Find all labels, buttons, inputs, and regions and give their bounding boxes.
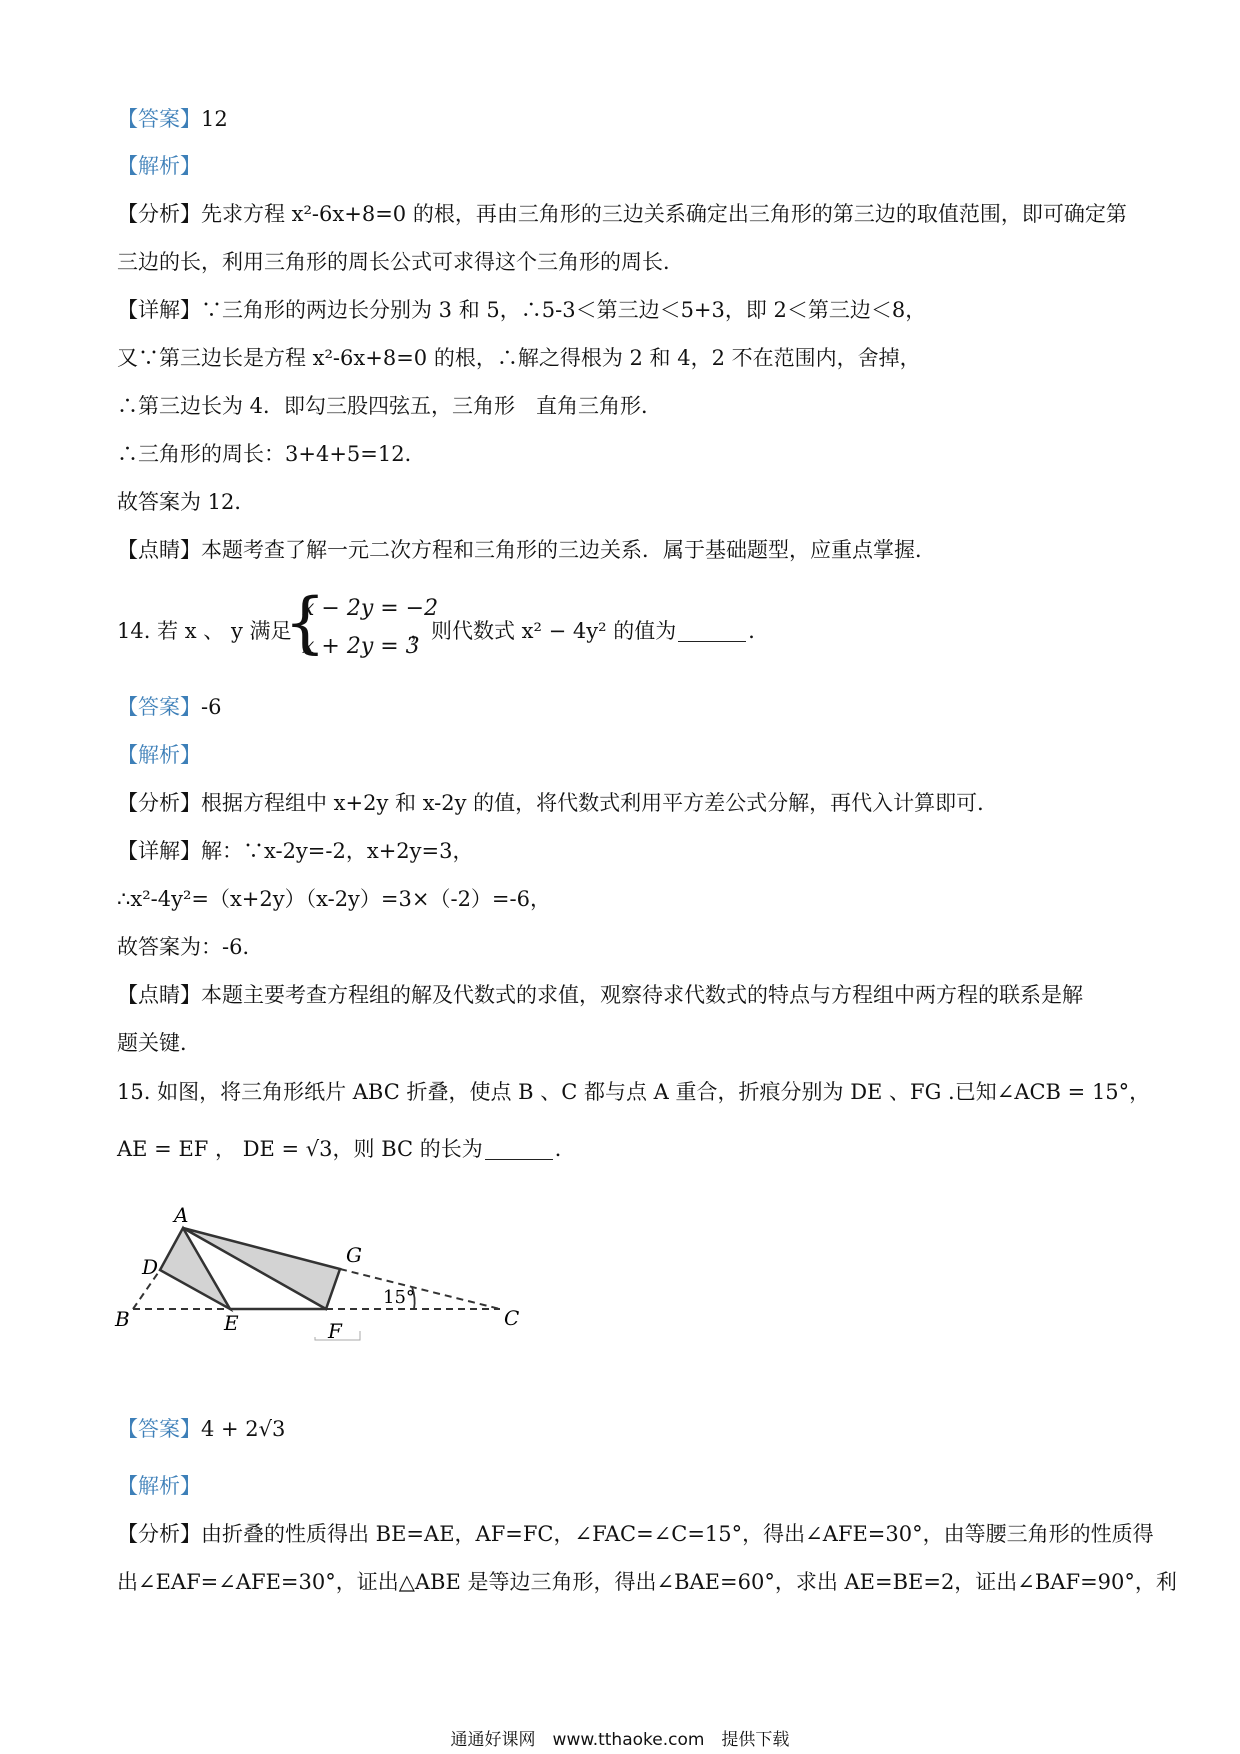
q13-fenxi-line1 — [117, 199, 1127, 229]
q15-stem-line1: 15. 如图，将三角形纸片 ABC 折叠，使点 B 、C 都与点 A 重合，折痕分别为 DE 、FG .已知∠ACB = 15°， — [117, 1080, 1151, 1104]
system-brace: { — [284, 584, 326, 661]
answer-tag: 【答案】 — [117, 695, 201, 719]
q13-answer-line — [117, 104, 228, 134]
q13-fenxi-text1: 先求方程 x²-6x+8=0 的根，再由三角形的三边关系确定出三角形的第三边的取值范围，即可确定第 — [201, 202, 1127, 226]
label-G: G — [346, 1243, 362, 1267]
q13-dianjing-line — [117, 535, 936, 565]
page-footer: 通通好课网 www.tthaoke.com 提供下载 — [450, 1730, 790, 1750]
answer-tag: 【答案】 — [117, 107, 201, 131]
q15-stem-text2: AE = EF ， DE = √3，则 BC 的长为 — [117, 1137, 483, 1161]
xiangjie-tag: 【详解】 — [117, 839, 201, 863]
q14-line3: 故答案为：-6． — [117, 935, 264, 959]
answer-blank — [678, 621, 746, 642]
label-C: C — [504, 1306, 520, 1330]
q15-stem-line2 — [117, 1134, 576, 1164]
q14-jiexi-line — [117, 740, 201, 770]
q14-answer-line — [117, 692, 221, 722]
jiexi-tag: 【解析】 — [117, 154, 201, 178]
q15-stem-end: ． — [554, 1137, 576, 1161]
label-B: B — [115, 1307, 130, 1331]
dianjing-tag: 【点睛】 — [117, 983, 201, 1007]
q13-line5: 故答案为 12． — [117, 490, 256, 514]
fenxi-tag: 【分析】 — [117, 791, 201, 815]
q14-equation-1: x − 2y = −2 — [302, 596, 439, 621]
q14-fenxi-text: 根据方程组中 x+2y 和 x-2y 的值，将代数式利用平方差公式分解，再代入计算即可． — [201, 791, 999, 815]
angle-label: 15° — [383, 1287, 415, 1308]
q14-equation-2: x + 2y = 3 — [302, 634, 420, 659]
q13-xiangjie-text: ∵三角形的两边长分别为 3 和 5，∴5-3＜第三边＜5+3，即 2＜第三边＜8， — [201, 298, 927, 322]
q14-dianjing-line1 — [117, 980, 1083, 1010]
label-E: E — [224, 1311, 239, 1335]
jiexi-tag: 【解析】 — [117, 1474, 201, 1498]
q15-jiexi-line — [117, 1471, 201, 1501]
q14-stem-suffix-text: ，则代数式 x² − 4y² 的值为 — [410, 619, 677, 643]
q15-answer-line — [117, 1414, 285, 1444]
triangle-fold-figure — [110, 1190, 530, 1350]
q13-jiexi-line — [117, 151, 201, 181]
fenxi-tag: 【分析】 — [117, 1522, 201, 1546]
xiangjie-tag: 【详解】 — [117, 298, 201, 322]
q13-dianjing-text: 本题考查了解一元二次方程和三角形的三边关系．属于基础题型，应重点掌握． — [201, 538, 936, 562]
q15-fenxi-line1 — [117, 1519, 1154, 1549]
q14-stem-suffix — [410, 616, 769, 646]
label-F: F — [328, 1319, 342, 1343]
q14-line2: ∴x²-4y²=（x+2y）（x-2y）=3×（-2）=-6， — [117, 887, 551, 911]
q14-answer: -6 — [201, 695, 222, 719]
q15-fenxi-text1: 由折叠的性质得出 BE=AE，AF=FC，∠FAC=∠C=15°，得出∠AFE=30°，由等腰三角形的性质得 — [201, 1522, 1154, 1546]
answer-tag: 【答案】 — [117, 1417, 201, 1441]
jiexi-tag: 【解析】 — [117, 743, 201, 767]
q13-line2: 又∵第三边长是方程 x²-6x+8=0 的根，∴解之得根为 2 和 4，2 不在范围内，舍掉， — [117, 346, 921, 370]
q14-dianjing-line2: 题关键． — [117, 1031, 201, 1055]
label-A: A — [174, 1203, 189, 1227]
q13-answer: 12 — [201, 107, 228, 131]
q14-stem-prefix: 14. 若 x 、 y 满足 — [117, 619, 292, 643]
q14-xiangjie-text: 解：∵x-2y=-2，x+2y=3， — [201, 839, 474, 863]
answer-blank — [485, 1139, 553, 1160]
dianjing-tag: 【点睛】 — [117, 538, 201, 562]
q14-dianjing-text1: 本题主要考查方程组的解及代数式的求值，观察待求代数式的特点与方程组中两方程的联系是解 — [201, 983, 1083, 1007]
q15-answer: 4 + 2√3 — [201, 1417, 286, 1441]
q13-fenxi-line2: 三边的长，利用三角形的周长公式可求得这个三角形的周长． — [117, 250, 684, 274]
q13-line3: ∴第三边长为 4．即勾三股四弦五，三角形 直角三角形． — [117, 394, 663, 418]
q15-fenxi-line2: 出∠EAF=∠AFE=30°，证出△ABE 是等边三角形，得出∠BAE=60°，求出 AE=BE=2，证出∠BAF=90°，利 — [117, 1570, 1177, 1594]
q13-line4: ∴三角形的周长：3+4+5=12． — [117, 442, 426, 466]
dashed-GC — [340, 1269, 500, 1309]
q14-fenxi-line — [117, 788, 998, 818]
label-D: D — [142, 1255, 159, 1279]
fenxi-tag: 【分析】 — [117, 202, 201, 226]
q14-stem-end: ． — [748, 619, 770, 643]
q14-xiangjie-line — [117, 836, 473, 866]
q13-xiangjie-line — [117, 295, 926, 325]
